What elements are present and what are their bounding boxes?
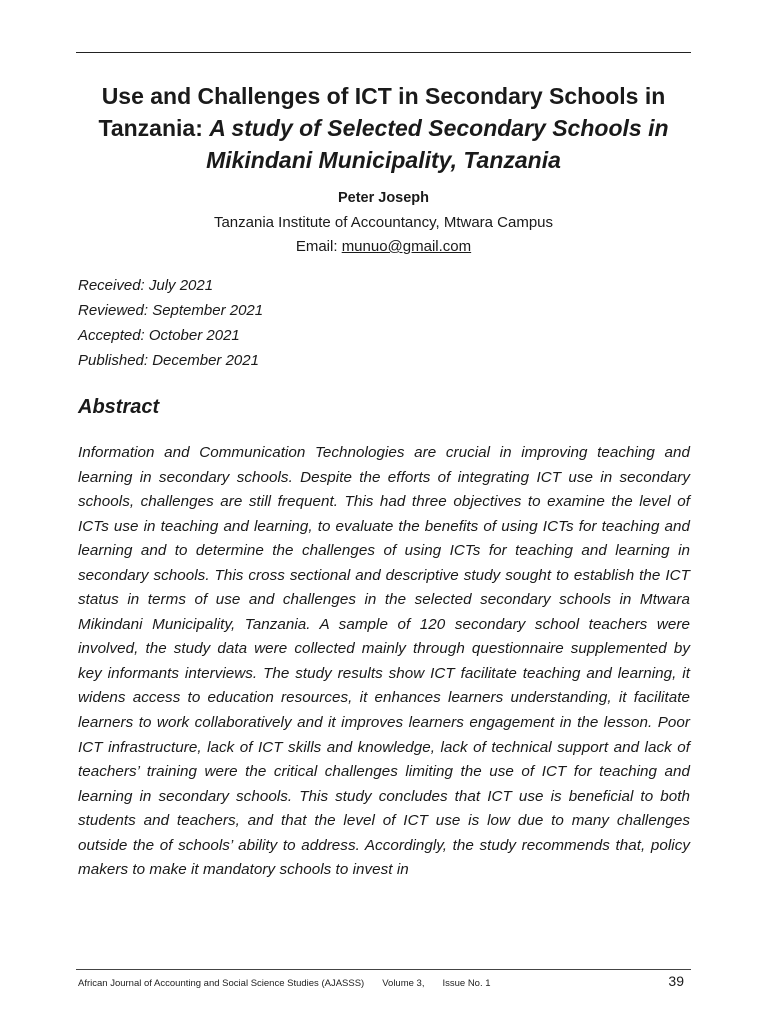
article-title [76, 80, 691, 176]
date-received: Received: July 2021 [78, 277, 214, 294]
date-reviewed: Reviewed: September 2021 [78, 302, 264, 319]
email-link[interactable]: munuo@gmail.com [341, 238, 472, 255]
article-title-main: Use and Challenges of ICT in Secondary Schools in Tanzania: [98, 83, 666, 141]
author-name: Peter Joseph [337, 190, 430, 206]
author-email-line [76, 236, 691, 258]
abstract-heading: Abstract [78, 396, 160, 418]
date-accepted: Accepted: October 2021 [78, 327, 240, 344]
footer-rule [76, 969, 691, 970]
author-affiliation: Tanzania Institute of Accountancy, Mtwara Campus [213, 214, 554, 231]
top-rule [76, 52, 691, 53]
abstract-body: Information and Communication Technologies are crucial in improving teaching and learning in secondary schools. Despite the efforts of integrating ICT use in secondary schools, challenges are still frequent. This had three objectives to examine the level of ICTs use in teaching and learning, to evaluate the benefits of using ICTs for teaching and learning and to determine the challenges of using ICTs for teaching and learning in secondary schools. This cross sectional and descriptive study sought to establish the ICT status in terms of use and challenges in the selected secondary schools in Mtwara Mikindani Municipality, Tanzania. A sample of 120 secondary school teachers were involved, the study data were collected mainly through questionnaire supplemented by key informants interviews. The study results show ICT facilitate teaching and learning, it widens access to education resources, it enhances learners understanding, it facilitate learners to work collaboratively and it improves learners engagement in the lesson. Poor ICT infrastructure, lack of ICT skills and knowledge, lack of technical support and lack of teachers’ training were the critical challenges limiting the use of ICT for teaching and learning in secondary schools. This study concludes that ICT use is beneficial to both students and teachers, and that the level of ICT use is low due to many challenges outside the of schools’ ability to address. Accordingly, the study recommends that, policy makers to make it mandatory schools to invest in [78, 444, 690, 879]
footer-volume: Volume 3, [382, 978, 425, 989]
article-title-subtitle: A study of Selected Secondary Schools in Mikindani Municipality, Tanzania [206, 115, 669, 173]
page-number: 39 [668, 973, 684, 989]
date-published: Published: December 2021 [78, 352, 259, 369]
publication-dates [78, 273, 478, 373]
footer-issue: Issue No. 1 [442, 978, 491, 989]
running-footer [78, 978, 509, 990]
email-label: Email: [295, 238, 342, 255]
footer-journal-name: African Journal of Accounting and Social Science Studies (AJASSS) [78, 978, 365, 989]
